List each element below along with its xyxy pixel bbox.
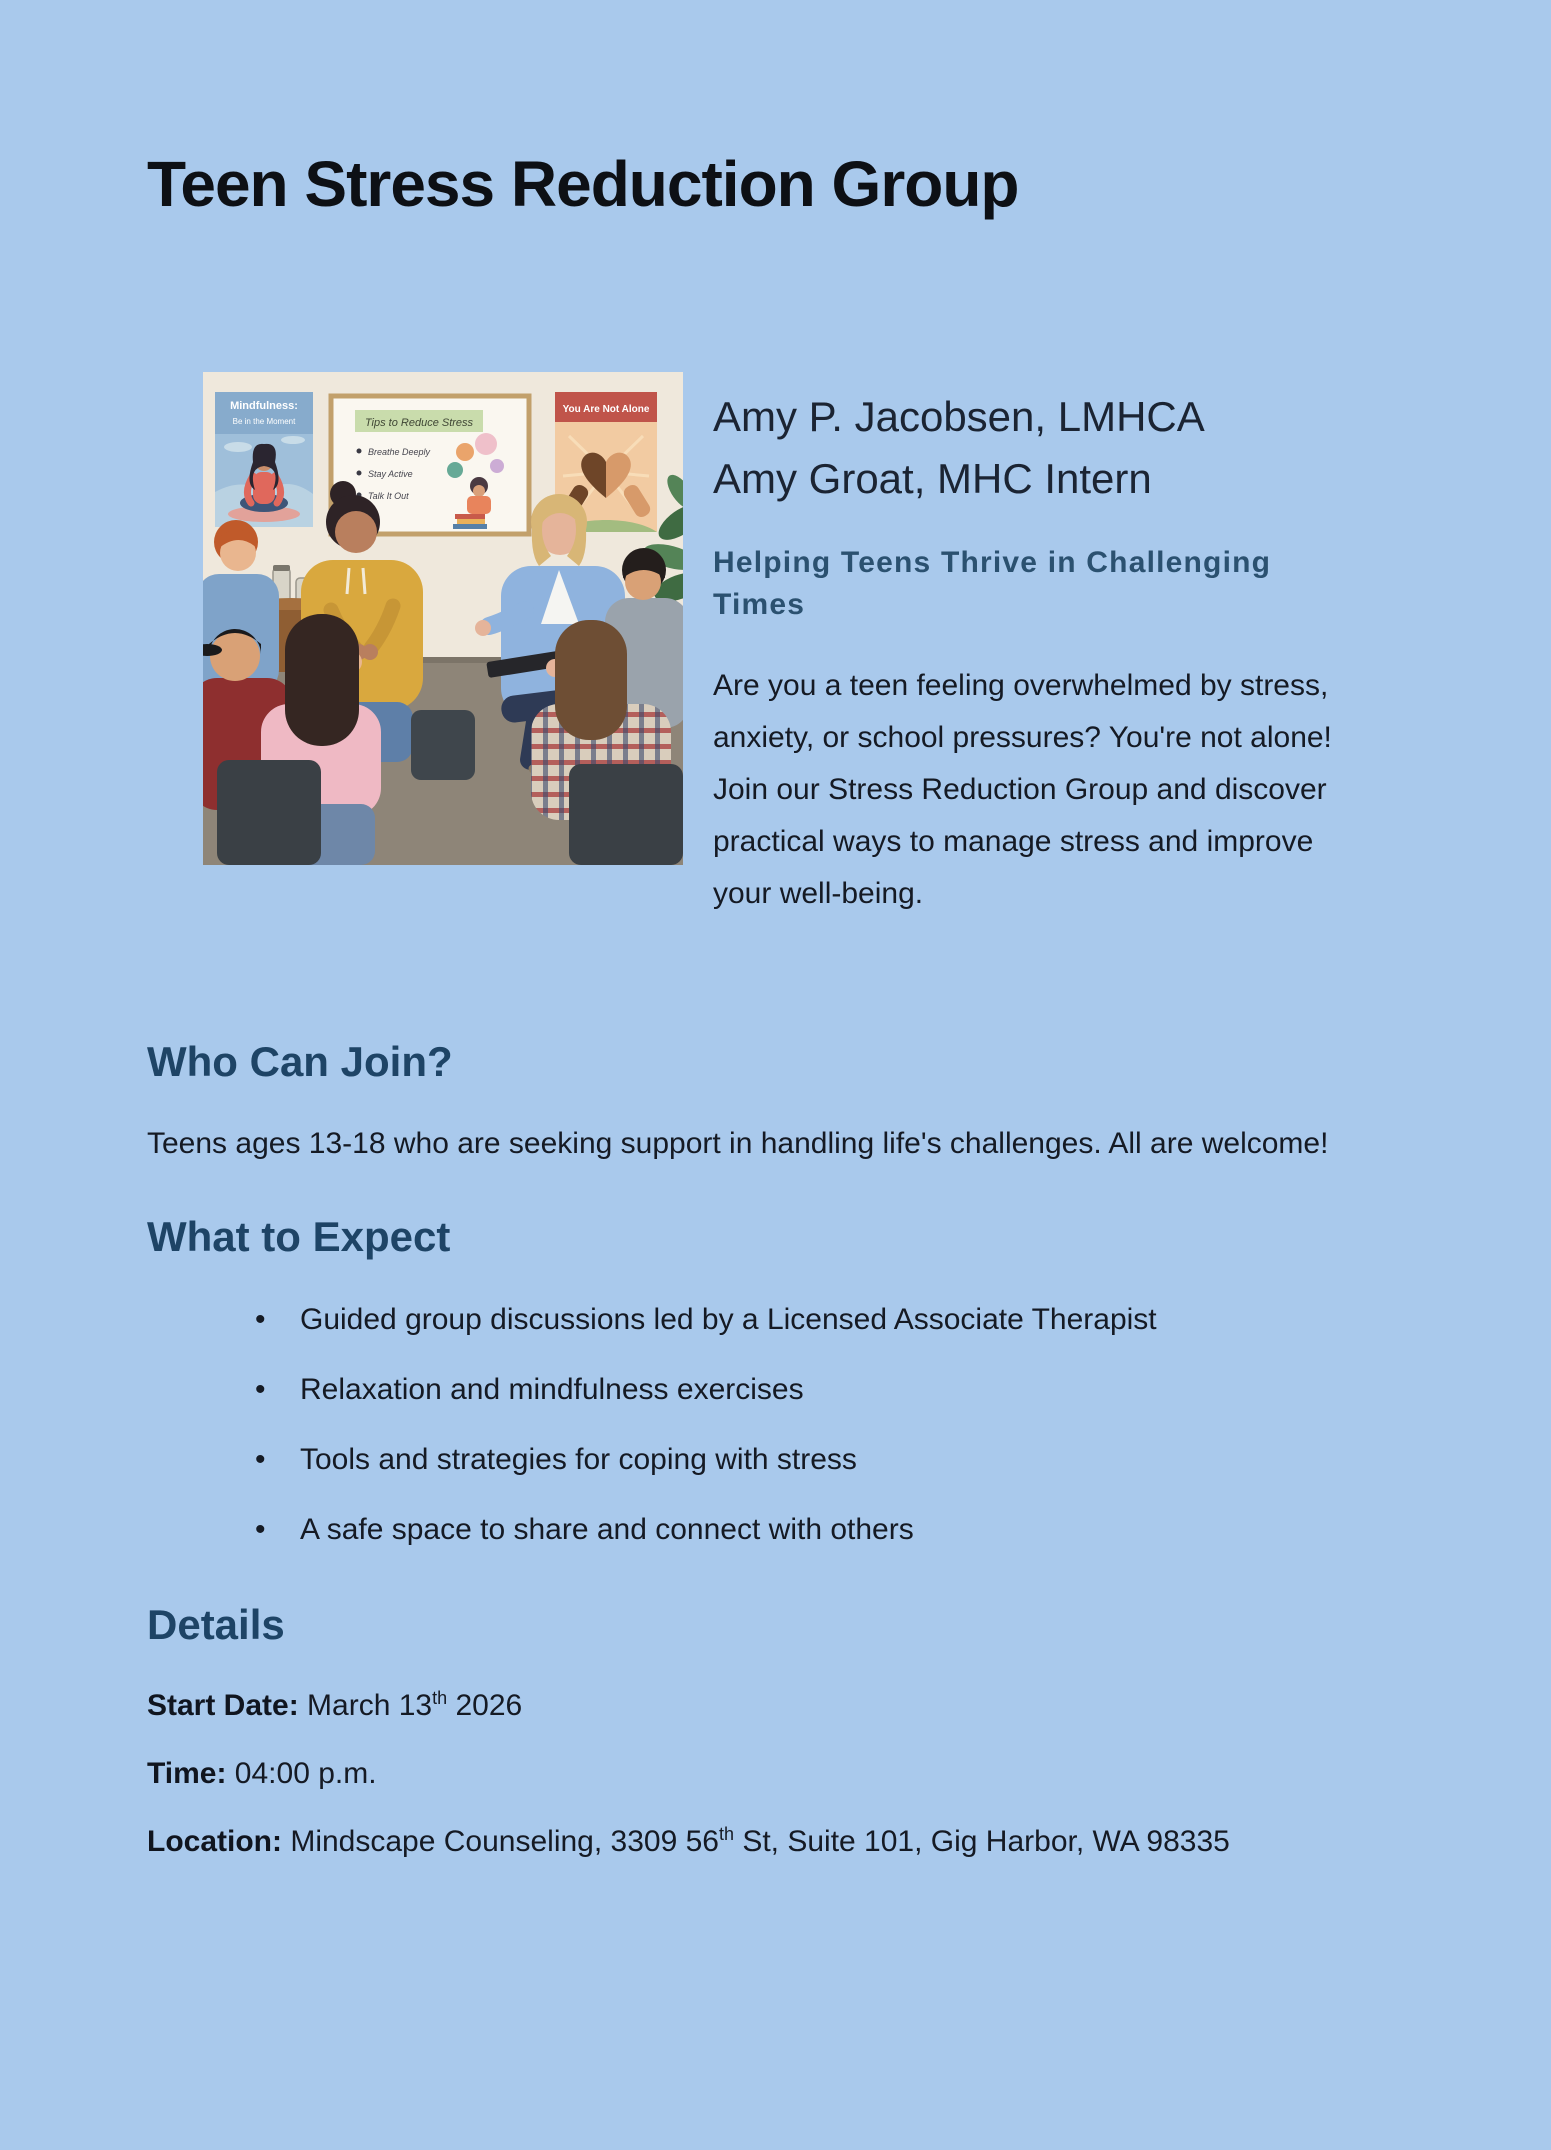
page-title: Teen Stress Reduction Group (147, 148, 1019, 220)
hero-text-column (713, 372, 1337, 920)
detail-location-label: Location: (147, 1825, 282, 1859)
list-item (147, 1297, 1401, 1343)
bullet-icon: • (255, 1303, 266, 1337)
detail-start-date-value: March 13 (298, 1689, 433, 1723)
detail-start-date-label: Start Date: (147, 1689, 299, 1723)
bullet-icon: • (255, 1443, 266, 1477)
list-item (147, 1507, 1401, 1553)
detail-time-label: Time: (147, 1757, 227, 1791)
detail-time (147, 1751, 1401, 1797)
list-item (147, 1437, 1401, 1483)
list-item-text: A safe space to share and connect with others (300, 1513, 914, 1547)
detail-start-date-year: 2026 (447, 1689, 523, 1723)
poster-tips-title: Tips to Reduce Stress (364, 416, 474, 429)
heading-what-to-expect: What to Expect (147, 1212, 451, 1260)
what-to-expect-list (147, 1297, 1401, 1553)
list-item (147, 1367, 1401, 1413)
detail-location-tail: St, Suite 101, Gig Harbor, WA 98335 (733, 1825, 1230, 1859)
list-item-text: Guided group discussions led by a Licensed Associate Therapist (300, 1303, 1157, 1337)
group-photo-illustration (203, 372, 683, 865)
facilitator-name-1: Amy P. Jacobsen, LMHCA (713, 392, 1205, 440)
list-item-text: Tools and strategies for coping with stress (300, 1443, 857, 1477)
tagline: Helping Teens Thrive in Challenging Times (713, 545, 1272, 621)
poster-tips-item-3: Talk It Out (368, 490, 409, 501)
facilitator-names (713, 386, 1337, 510)
detail-start-date-ordinal: th (432, 1688, 448, 1709)
detail-time-value: 04:00 p.m. (226, 1757, 377, 1791)
detail-location (147, 1819, 1401, 1865)
poster-mindfulness (215, 392, 313, 527)
hero-section (203, 372, 1401, 920)
who-can-join-text: Teens ages 13-18 who are seeking support in handling life's challenges. All are welcome! (147, 1126, 1329, 1160)
detail-start-date (147, 1683, 1401, 1729)
group-photo (203, 372, 683, 865)
poster-mindfulness-subtitle: Be in the Moment (232, 416, 296, 426)
poster-alone-title: You Are Not Alone (562, 403, 650, 415)
detail-location-value: Mindscape Counseling, 3309 56 (282, 1825, 719, 1859)
heading-who-can-join: Who Can Join? (147, 1037, 453, 1085)
facilitator-name-2: Amy Groat, MHC Intern (713, 454, 1152, 502)
heading-details: Details (147, 1601, 285, 1649)
poster-tips-item-2: Stay Active (368, 468, 413, 479)
list-item-text: Relaxation and mindfulness exercises (300, 1373, 804, 1407)
poster-tips-item-1: Breathe Deeply (368, 446, 431, 457)
bullet-icon: • (255, 1373, 266, 1407)
detail-location-ordinal: th (718, 1824, 734, 1845)
intro-paragraph: Are you a teen feeling overwhelmed by stress, anxiety, or school pressures? You're not alone! Join our Stress Reduction Group and discover practical ways to manage stress and improve your well-being. (713, 668, 1332, 910)
bullet-icon: • (255, 1513, 266, 1547)
poster-mindfulness-title: Mindfulness: (230, 399, 298, 412)
